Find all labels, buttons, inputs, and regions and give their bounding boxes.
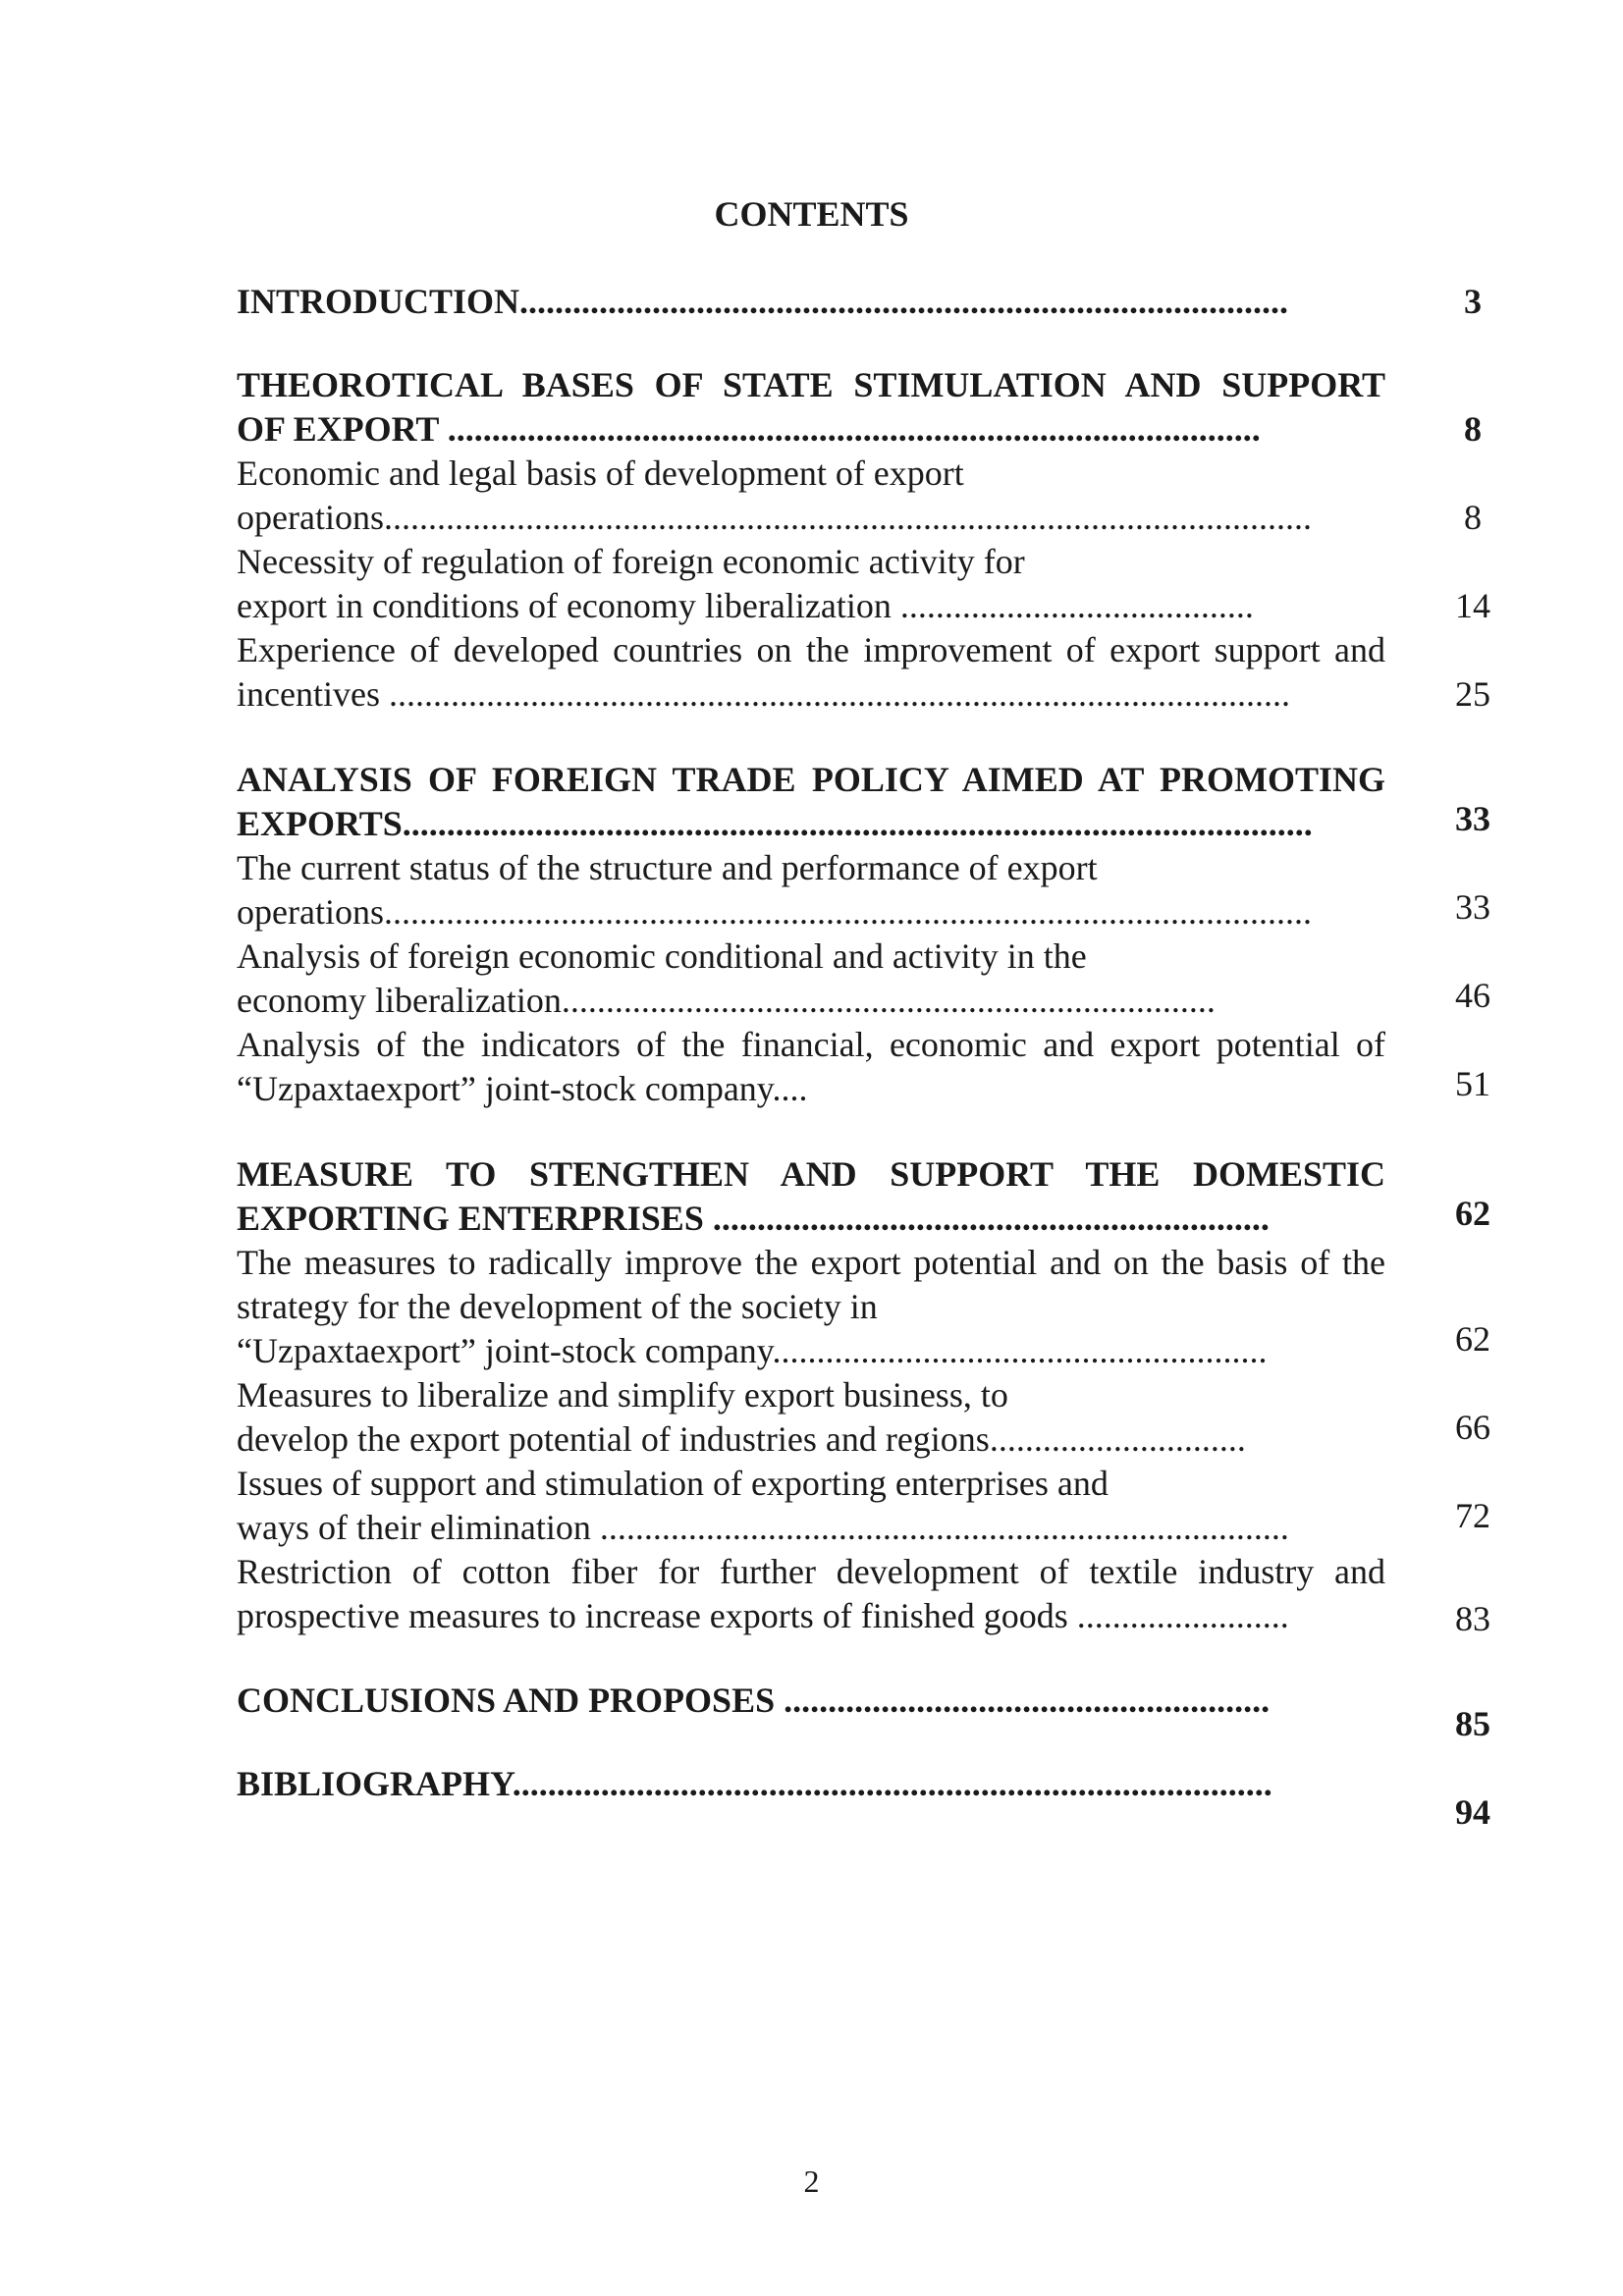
toc-chapter-title[interactable]: ANALYSIS OF FOREIGN TRADE POLICY AIMED AT PROMOTING <box>237 760 1385 799</box>
toc-page-number: 51 <box>1455 1064 1490 1103</box>
toc-page-number: 62 <box>1455 1319 1490 1359</box>
toc-entry-section[interactable] <box>237 584 1385 628</box>
toc-entry-title: “Uzpaxtaexport” joint-stock company <box>237 1331 773 1370</box>
toc-entry-section[interactable] <box>237 672 1385 717</box>
toc-leader-dots: ......................................................................................................... <box>383 892 1312 932</box>
toc-entry-introduction[interactable] <box>237 280 1385 324</box>
toc-entry-title: operations <box>237 892 384 932</box>
toc-leader-dots: ............................. <box>989 1419 1246 1459</box>
toc-entry-title: export in conditions of economy liberalization <box>237 586 900 625</box>
toc-entry-section[interactable] <box>237 1329 1385 1373</box>
toc-entry-section[interactable] <box>237 496 1385 540</box>
footer-page-number: 2 <box>803 2163 820 2199</box>
page-title: CONTENTS <box>714 194 909 234</box>
toc-section-title[interactable]: “Uzpaxtaexport” joint-stock company.... <box>237 1069 808 1108</box>
toc-entry-section[interactable] <box>237 890 1385 934</box>
toc-entry-section[interactable] <box>237 979 1385 1023</box>
toc-page-number: 8 <box>1464 409 1482 449</box>
toc-section-title[interactable]: Analysis of the indicators of the financial, economic and export potential of <box>237 1025 1385 1064</box>
toc-leader-dots: ........................................ <box>899 586 1254 625</box>
toc-page-number: 25 <box>1455 674 1490 714</box>
toc-section-title[interactable]: Economic and legal basis of development of export <box>237 454 964 493</box>
toc-entry-section[interactable] <box>237 1417 1385 1462</box>
toc-section-title[interactable]: strategy for the development of the society in <box>237 1287 878 1326</box>
toc-entry-chapter-1[interactable] <box>237 407 1385 452</box>
toc-leader-dots: ......................................................................................................... <box>383 498 1312 537</box>
toc-section-title[interactable]: Measures to liberalize and simplify export business, to <box>237 1375 1008 1415</box>
toc-entry-title: economy liberalization <box>237 981 562 1020</box>
toc-entry-title: EXPORTS <box>237 804 403 843</box>
toc-entry-chapter-3[interactable] <box>237 1197 1385 1241</box>
toc-page-number: 46 <box>1455 976 1490 1015</box>
toc-chapter-title[interactable]: MEASURE TO STENGTHEN AND SUPPORT THE DOMESTIC <box>237 1154 1385 1194</box>
toc-section-title[interactable]: Restriction of cotton fiber for further development of textile industry and <box>237 1552 1385 1591</box>
toc-entry-title: prospective measures to increase exports of finished goods <box>237 1596 1077 1635</box>
toc-leader-dots: ........................ <box>1076 1596 1289 1635</box>
toc-section-title[interactable]: Necessity of regulation of foreign economic activity for <box>237 542 1025 581</box>
toc-entry-bibliography[interactable] <box>237 1762 1385 1806</box>
toc-entry-conclusions[interactable] <box>237 1679 1385 1723</box>
toc-page-number: 33 <box>1455 799 1490 838</box>
toc-entry-title: develop the export potential of industries and regions <box>237 1419 990 1459</box>
toc-page-number: 83 <box>1455 1599 1490 1638</box>
toc-entry-title: ways of their elimination <box>237 1508 600 1547</box>
toc-leader-dots: ....................................................... <box>784 1681 1271 1720</box>
toc-section-title[interactable]: Analysis of foreign economic conditional and activity in the <box>237 936 1087 976</box>
toc-section-title[interactable]: The current status of the structure and performance of export <box>237 848 1098 887</box>
toc-entry-section[interactable] <box>237 1506 1385 1550</box>
toc-leader-dots: ...................................................................................... <box>512 1764 1272 1803</box>
toc-page-number: 62 <box>1455 1194 1490 1233</box>
toc-page-number: 85 <box>1455 1704 1490 1743</box>
toc-entry-title: OF EXPORT <box>237 409 448 449</box>
toc-entry-title: operations <box>237 498 384 537</box>
toc-entry-chapter-2[interactable] <box>237 802 1385 846</box>
toc-page-number: 33 <box>1455 887 1490 927</box>
toc-entry-title: incentives <box>237 674 389 714</box>
toc-page-number: 3 <box>1464 282 1482 321</box>
toc-leader-dots: ............................................................... <box>712 1199 1270 1238</box>
toc-leader-dots: ............................................................................................ <box>447 409 1261 449</box>
toc-leader-dots: .......................................................................... <box>561 981 1216 1020</box>
toc-leader-dots: ........................................................ <box>772 1331 1268 1370</box>
toc-page-number: 72 <box>1455 1496 1490 1535</box>
toc-leader-dots: ....................................................................................... <box>519 282 1289 321</box>
toc-section-title[interactable]: Issues of support and stimulation of exporting enterprises and <box>237 1464 1109 1503</box>
toc-page-number: 14 <box>1455 586 1490 625</box>
toc-leader-dots: ...................................................................................................... <box>388 674 1290 714</box>
toc-entry-title: EXPORTING ENTERPRISES <box>237 1199 713 1238</box>
toc-entry-title: CONCLUSIONS AND PROPOSES <box>237 1681 784 1720</box>
toc-leader-dots: ....................................................................................................... <box>402 804 1313 843</box>
toc-section-title[interactable]: The measures to radically improve the export potential and on the basis of the <box>237 1243 1385 1282</box>
toc-page-number: 66 <box>1455 1408 1490 1447</box>
toc-page-number: 94 <box>1455 1792 1490 1832</box>
toc-section-title[interactable]: Experience of developed countries on the improvement of export support and <box>237 630 1385 669</box>
toc-entry-section[interactable] <box>237 1594 1385 1638</box>
toc-entry-title: INTRODUCTION <box>237 282 520 321</box>
toc-chapter-title[interactable]: THEOROTICAL BASES OF STATE STIMULATION AND SUPPORT <box>237 365 1385 404</box>
toc-leader-dots: .............................................................................. <box>599 1508 1289 1547</box>
toc-entry-title: BIBLIOGRAPHY <box>237 1764 513 1803</box>
toc-page-number: 8 <box>1464 498 1482 537</box>
